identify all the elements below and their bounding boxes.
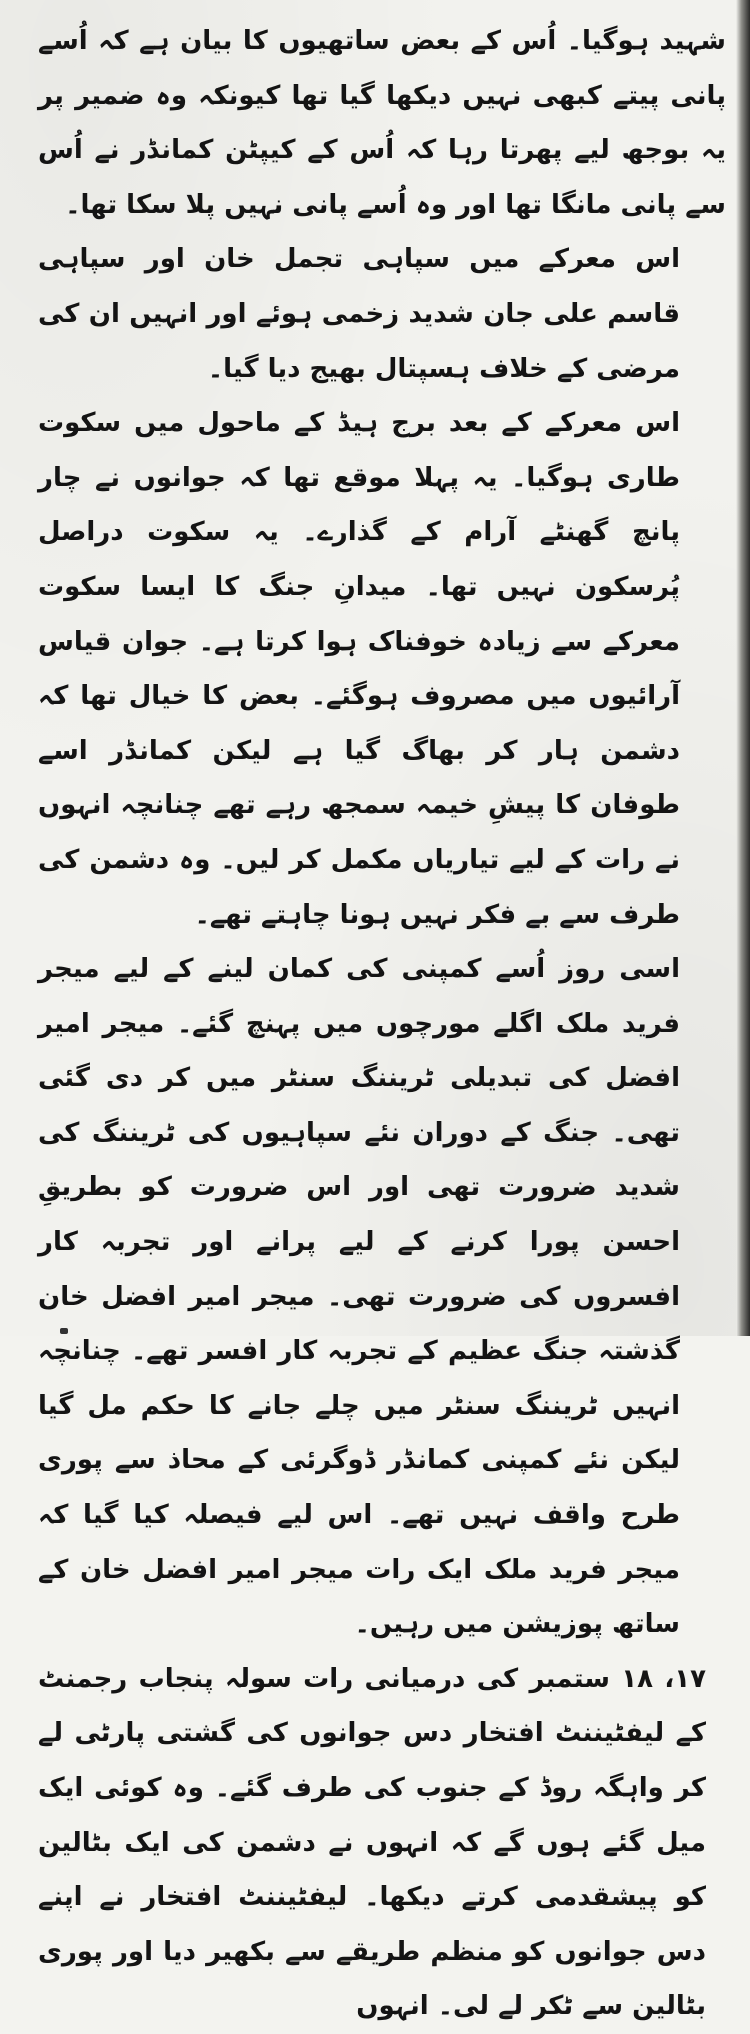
paragraph-4: اسی روز اُسے کمپنی کی کمان لینے کے لیے میجر فرید ملک اگلے مورچوں میں پہنچ گئے۔ میجر امیر افضل کی تبدیلی ٹریننگ سنٹر میں کر دی گئی تھی۔ جنگ کے دوران نئے سپاہیوں کی ٹریننگ کی شدید ضرورت تھی اور اس ضرورت کو بطریقِ احسن پورا کرنے کے لیے پرانے اور تجربہ کار افسروں کی ضرورت تھی۔ میجر امیر افضل خان گذشتہ جنگ عظیم کے تجربہ کار افسر تھے۔ چنانچہ انہیں ٹریننگ سنٹر میں چلے جانے کا حکم مل گیا لیکن نئے کمپنی کمانڈر ڈوگرئی کے محاذ سے پوری طرح واقف نہیں تھے۔ اس لیے فیصلہ کیا گیا کہ میجر فرید ملک ایک رات میجر امیر افضل خان کے ساتھ پوزیشن میں رہیں۔ bbox=[38, 954, 680, 1640]
paragraph-1: شہید ہوگیا۔ اُس کے بعض ساتھیوں کا بیان ہے کہ اُسے پانی پیتے کبھی نہیں دیکھا گیا تھا کیونکہ وہ ضمیر پر یہ بوجھ لیے پھرتا رہا کہ اُس کے کیپٹن کمانڈر نے اُس سے پانی مانگا تھا اور وہ اُسے پانی نہیں پلا سکا تھا۔ bbox=[38, 26, 726, 220]
paragraph-2: اس معرکے میں سپاہی تجمل خان اور سپاہی قاسم علی جان شدید زخمی ہوئے اور انہیں ان کی مرضی کے خلاف ہسپتال بھیج دیا گیا۔ bbox=[38, 244, 680, 384]
scan-speck bbox=[60, 1328, 68, 1334]
page-binding-shadow bbox=[736, 0, 750, 1336]
urdu-text-body bbox=[38, 14, 726, 2034]
paragraph-3: اس معرکے کے بعد برج ہیڈ کے ماحول میں سکوت طاری ہوگیا۔ یہ پہلا موقع تھا کہ جوانوں نے چار پانچ گھنٹے آرام کے گذارے۔ یہ سکوت دراصل پُرسکون نہیں تھا۔ میدانِ جنگ کا ایسا سکوت معرکے سے زیادہ خوفناک ہوا کرتا ہے۔ جوان قیاس آرائیوں میں مصروف ہوگئے۔ بعض کا خیال تھا کہ دشمن ہار کر بھاگ گیا ہے لیکن کمانڈر اسے طوفان کا پیشِ خیمہ سمجھ رہے تھے چنانچہ انہوں نے رات کے لیے تیاریاں مکمل کر لیں۔ وہ دشمن کی طرف سے بے فکر نہیں ہونا چاہتے تھے۔ bbox=[38, 408, 680, 930]
paragraph-5: ۱۷، ۱۸ ستمبر کی درمیانی رات سولہ پنجاب رجمنٹ کے لیفٹیننٹ افتخار دس جوانوں کی گشتی پارٹی لے کر واہگہ روڈ کے جنوب کی طرف گئے۔ وہ کوئی ایک میل گئے ہوں گے کہ انہوں نے دشمن کی ایک بٹالین کو پیشقدمی کرتے دیکھا۔ لیفٹیننٹ افتخار نے اپنے دس جوانوں کو منظم طریقے سے بکھیر دیا اور پوری بٹالین سے ٹکر لے لی۔ انہوں bbox=[38, 1663, 706, 2022]
